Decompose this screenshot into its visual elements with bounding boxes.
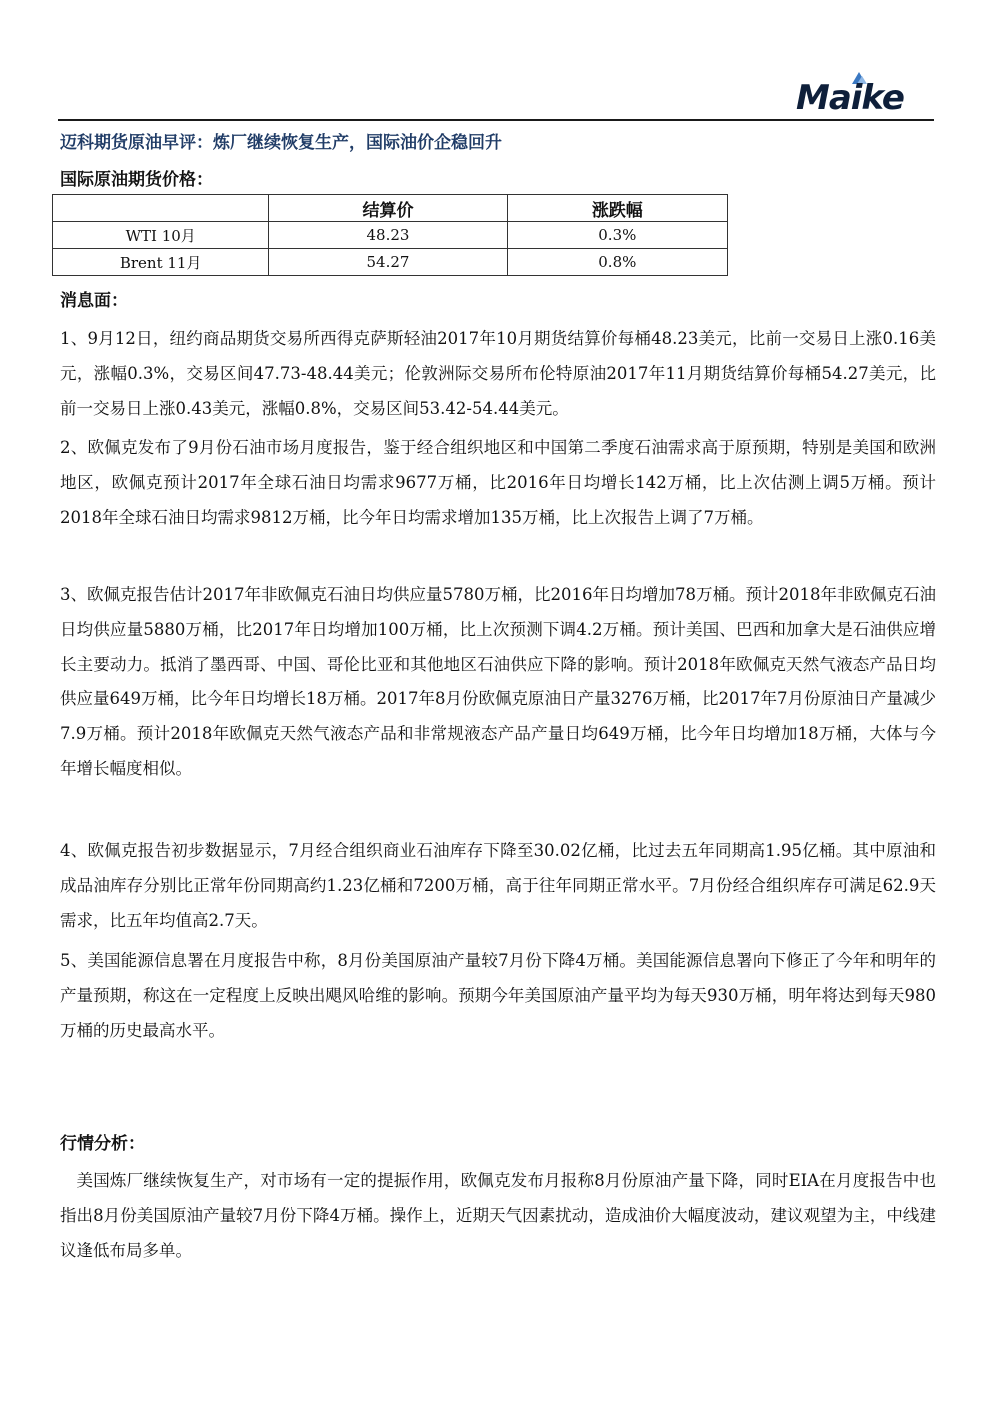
settle-price: 54.27 [269,249,507,276]
analysis-text: 美国炼厂继续恢复生产，对市场有一定的提振作用，欧佩克发布月报称8月份原油产量下降，同时EIA在月度报告中也指出8月份美国原油产量较7月份下降4万桶。操作上，近期天气因素扰动，造成油价大幅度波动，建议观望为主，中线建议逢低布局多单。 [60,1171,936,1260]
header-divider [58,119,934,121]
analysis-heading: 行情分析： [60,1134,145,1154]
column-header-settle: 结算价 [269,195,507,222]
contract-name: Brent 11月 [53,249,269,276]
table-row [53,249,728,276]
column-header-name [53,195,269,222]
news-item-3: 3、欧佩克报告估计2017年非欧佩克石油日均供应量5780万桶，比2016年日均增加78万桶。预计2018年非欧佩克石油日均供应量5880万桶，比2017年日均增加100万桶，比上次预测下调4.2万桶。预计美国、巴西和加拿大是石油供应增长主要动力。抵消了墨西哥、中国、哥伦比亚和其他地区石油供应下降的影响。预计2018年欧佩克天然气液态产品日均供应量649万桶，比今年日均增长18万桶。2017年8月份欧佩克原油日产量3276万桶，比2017年7月份原油日产量减少7.9万桶。预计2018年欧佩克天然气液态产品和非常规液态产品产量日均649万桶，比今年日均增加18万桶，大体与今年增长幅度相似。 [60,585,936,778]
price-table [52,194,728,276]
price-change: 0.8% [507,249,727,276]
prices-heading: 国际原油期货价格： [60,170,213,190]
news-item-5: 5、美国能源信息署在月度报告中称，8月份美国原油产量较7月份下降4万桶。美国能源信息署向下修正了今年和明年的产量预期，称这在一定程度上反映出飓风哈维的影响。预期今年美国原油产量平均为每天930万桶，明年将达到每天980万桶的历史最高水平。 [60,951,936,1040]
news-heading: 消息面： [60,291,128,311]
table-row [53,222,728,249]
news-item-2: 2、欧佩克发布了9月份石油市场月度报告，鉴于经合组织地区和中国第二季度石油需求高于原预期，特别是美国和欧洲地区，欧佩克预计2017年全球石油日均需求9677万桶，比2016年日均增长142万桶，比上次估测上调5万桶。预计2018年全球石油日均需求9812万桶，比今年日均需求增加135万桶，比上次报告上调了7万桶。 [60,438,936,527]
company-logo [792,70,932,120]
news-item-4: 4、欧佩克报告初步数据显示，7月经合组织商业石油库存下降至30.02亿桶，比过去五年同期高1.95亿桶。其中原油和成品油库存分别比正常年份同期高约1.23亿桶和7200万桶，高于往年同期正常水平。7月份经合组织库存可满足62.9天需求，比五年均值高2.7天。 [60,841,936,930]
settle-price: 48.23 [269,222,507,249]
table-header-row [53,195,728,222]
price-change: 0.3% [507,222,727,249]
contract-name: WTI 10月 [53,222,269,249]
logo-text: Maike [796,78,904,118]
news-item-1: 1、9月12日，纽约商品期货交易所西得克萨斯轻油2017年10月期货结算价每桶48.23美元，比前一交易日上涨0.16美元，涨幅0.3%，交易区间47.73-48.44美元；伦敦洲际交易所布伦特原油2017年11月期货结算价每桶54.27美元，比前一交易日上涨0.43美元，涨幅0.8%，交易区间53.42-54.44美元。 [60,329,936,418]
document-title: 迈科期货原油早评：炼厂继续恢复生产，国际油价企稳回升 [60,133,502,153]
column-header-change: 涨跌幅 [507,195,727,222]
